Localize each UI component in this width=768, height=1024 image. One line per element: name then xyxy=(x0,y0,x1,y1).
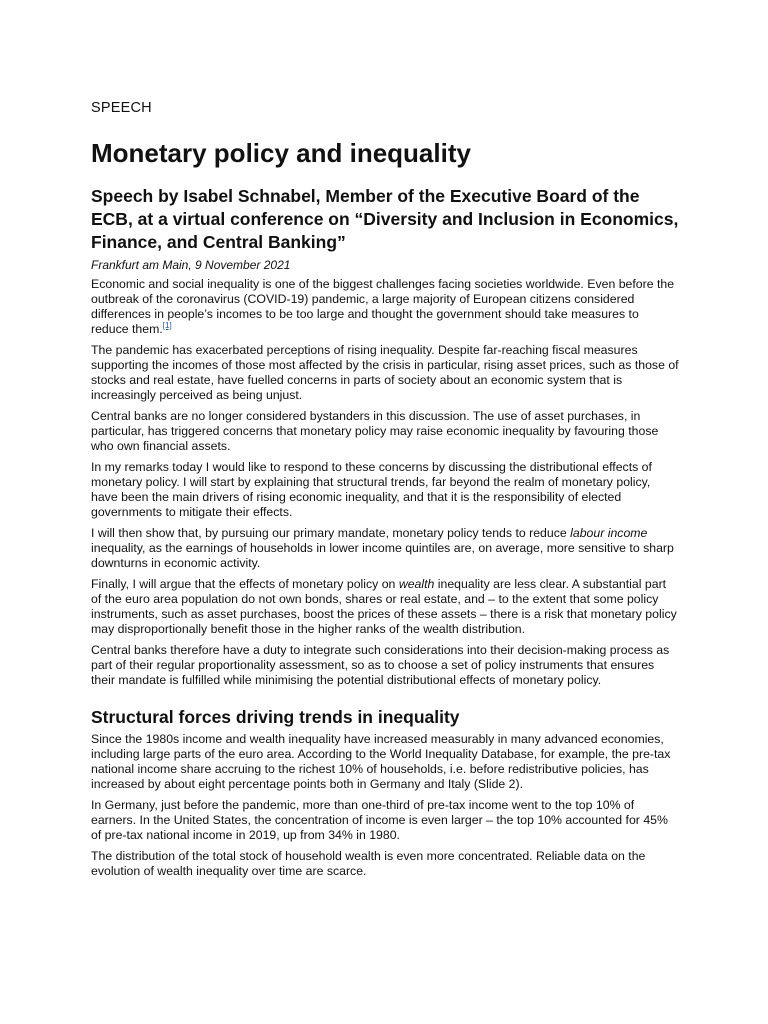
paragraph-text: Economic and social inequality is one of the biggest challenges facing societies worldwide. Even before the outbreak of the coronavirus (COVID-19) pandemic, a large majority of European citizens considered differences in people’s incomes to be too large and thought the government should take measures to reduce them. xyxy=(91,277,675,336)
paragraph: The pandemic has exacerbated perceptions of rising inequality. Despite far-reaching fiscal measures supporting the incomes of those most affected by the crisis in particular, rising asset prices, such as those of stocks and real estate, have fuelled concerns in parts of society about an economic system that is increasingly perceived as being unjust. xyxy=(91,343,679,402)
paragraph: Central banks therefore have a duty to integrate such considerations into their decision-making process as part of their regular proportionality assessment, so as to choose a set of policy instruments that ensures their mandate is fulfilled while minimising the potential distributional effects of monetary policy. xyxy=(91,643,670,687)
paragraph-text: inequality are less clear. A substantial part of the euro area population do not own bonds, shares or real estate, and – to the extent that some policy instruments, such as asset purchases, boost the prices of these assets – there is a risk that monetary policy may disproportionally benefit those in the higher ranks of the wealth distribution. xyxy=(91,577,677,636)
paragraph-text: I will then show that, by pursuing our primary mandate, monetary policy tends to reduce xyxy=(91,526,571,540)
speech-subtitle: Speech by Isabel Schnabel, Member of the Executive Board of the ECB, at a virtual conference on “Diversity and Inclusion in Economics, Finance, and Central Banking” xyxy=(91,186,679,252)
paragraph: The distribution of the total stock of household wealth is even more concentrated. Reliable data on the evolution of wealth inequality over time are scarce. xyxy=(91,849,646,878)
section-heading: Structural forces driving trends in inequality xyxy=(91,707,460,727)
paragraph: Since the 1980s income and wealth inequality have increased measurably in many advanced economies, including large parts of the euro area. According to the World Inequality Database, for example, the pre-tax national income share accruing to the richest 10% of households, i.e. before redistributive policies, has increased by about eight percentage points both in Germany and Italy (Slide 2). xyxy=(91,732,671,791)
footnote-link[interactable]: [1] xyxy=(162,320,172,330)
paragraph-text: Finally, I will argue that the effects of monetary policy on xyxy=(91,577,399,591)
page-title: Monetary policy and inequality xyxy=(91,138,471,168)
dateline: Frankfurt am Main, 9 November 2021 xyxy=(91,258,291,272)
emphasis-text: labour income xyxy=(570,526,648,540)
paragraph xyxy=(91,277,679,337)
paragraph: In my remarks today I would like to respond to these concerns by discussing the distributional effects of monetary policy. I will start by explaining that structural trends, far beyond the realm of monetary policy, have been the main drivers of rising economic inequality, and that it is the responsibility of elected governments to mitigate their effects. xyxy=(91,460,652,519)
speech-article xyxy=(91,99,679,885)
emphasis-text: wealth xyxy=(398,577,435,591)
paragraph xyxy=(91,526,679,571)
paragraph xyxy=(91,577,679,637)
content-type-label: SPEECH xyxy=(91,100,152,116)
paragraph: Central banks are no longer considered bystanders in this discussion. The use of asset purchases, in particular, has triggered concerns that monetary policy may raise economic inequality by favouring those who own financial assets. xyxy=(91,409,659,453)
paragraph-text: inequality, as the earnings of households in lower income quintiles are, on average, more sensitive to sharp downturns in economic activity. xyxy=(91,541,674,570)
paragraph: In Germany, just before the pandemic, more than one-third of pre-tax income went to the top 10% of earners. In the United States, the concentration of income is even larger – the top 10% accounted for 45% of pre-tax national income in 2019, up from 34% in 1980. xyxy=(91,798,668,842)
